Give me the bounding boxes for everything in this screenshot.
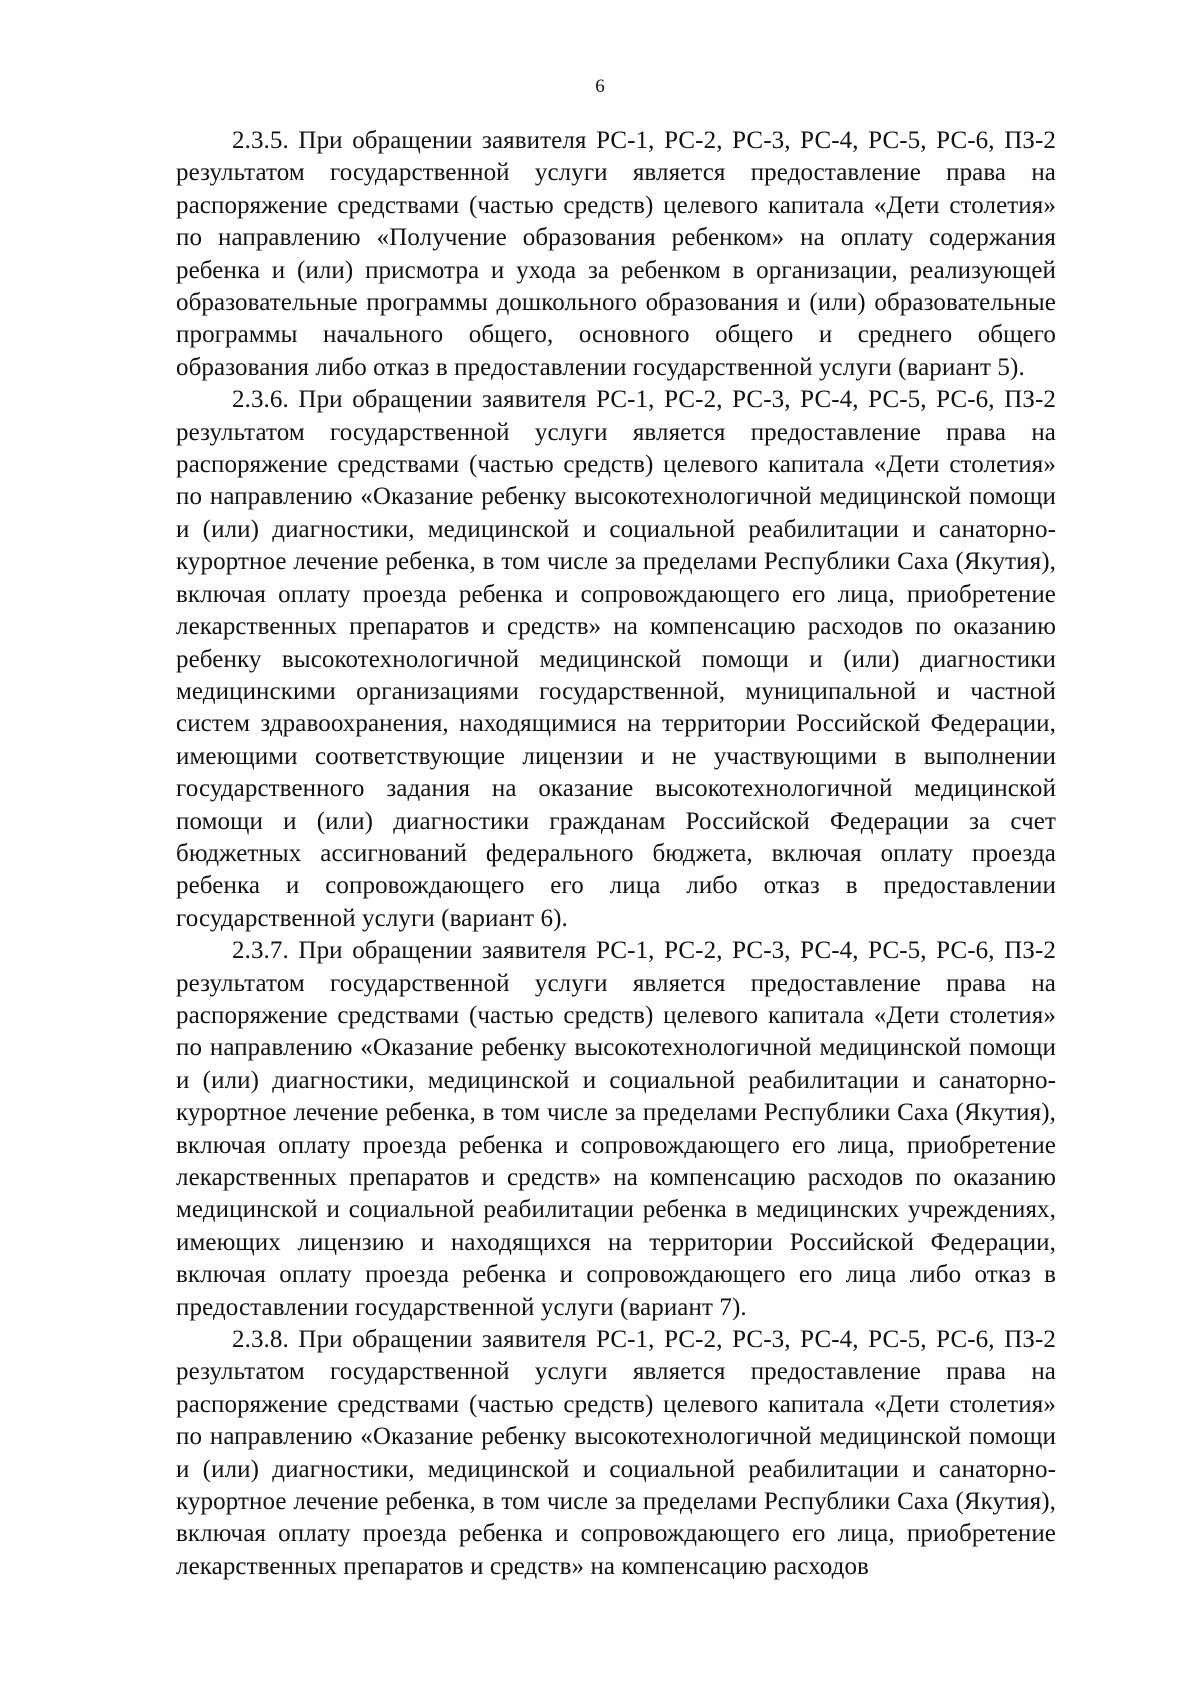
paragraph-2-3-6: 2.3.6. При обращении заявителя РС-1, РС-2, РС-3, РС-4, РС-5, РС-6, ПЗ-2 результатом государственной услуги является предоставление права на распоряжение средствами (частью средств) целевого капитала «Дети столетия» по направлению «Оказание ребенку высокотехнологичной медицинской помощи и (или) диагностики, медицинской и социальной реабилитации и санаторно-курортное лечение ребенка, в том числе за пределами Республики Саха (Якутия), включая оплату проезда ребенка и сопровождающего его лица, приобретение лекарственных препаратов и средств» на компенсацию расходов по оказанию ребенку высокотехнологичной медицинской помощи и (или) диагностики медицинскими организациями государственной, муниципальной и частной систем здравоохранения, находящимися на территории Российской Федерации, имеющими соответствующие лицензии и не участвующими в выполнении государственного задания на оказание высокотехнологичной медицинской помощи и (или) диагностики гражданам Российской Федерации за счет бюджетных ассигнований федерального бюджета, включая оплату проезда ребенка и сопровождающего его лица либо отказ в предоставлении государственной услуги (вариант 6). xyxy=(176,386,1056,932)
document-body xyxy=(176,125,1056,1583)
page-number: 6 xyxy=(595,76,605,97)
paragraph-2-3-8: 2.3.8. При обращении заявителя РС-1, РС-2, РС-3, РС-4, РС-5, РС-6, ПЗ-2 результатом государственной услуги является предоставление права на распоряжение средствами (частью средств) целевого капитала «Дети столетия» по направлению «Оказание ребенку высокотехнологичной медицинской помощи и (или) диагностики, медицинской и социальной реабилитации и санаторно-курортное лечение ребенка, в том числе за пределами Республики Саха (Якутия), включая оплату проезда ребенка и сопровождающего его лица, приобретение лекарственных препаратов и средств» на компенсацию расходов xyxy=(176,1326,1056,1580)
paragraph-2-3-7: 2.3.7. При обращении заявителя РС-1, РС-2, РС-3, РС-4, РС-5, РС-6, ПЗ-2 результатом государственной услуги является предоставление права на распоряжение средствами (частью средств) целевого капитала «Дети столетия» по направлению «Оказание ребенку высокотехнологичной медицинской помощи и (или) диагностики, медицинской и социальной реабилитации и санаторно-курортное лечение ребенка, в том числе за пределами Республики Саха (Якутия), включая оплату проезда ребенка и сопровождающего его лица, приобретение лекарственных препаратов и средств» на компенсацию расходов по оказанию медицинской и социальной реабилитации ребенка в медицинских учреждениях, имеющих лицензию и находящихся на территории Российской Федерации, включая оплату проезда ребенка и сопровождающего его лица либо отказ в предоставлении государственной услуги (вариант 7). xyxy=(176,937,1056,1321)
paragraph-2-3-5: 2.3.5. При обращении заявителя РС-1, РС-2, РС-3, РС-4, РС-5, РС-6, ПЗ-2 результатом государственной услуги является предоставление права на распоряжение средствами (частью средств) целевого капитала «Дети столетия» по направлению «Получение образования ребенком» на оплату содержания ребенка и (или) присмотра и ухода за ребенком в организации, реализующей образовательные программы дошкольного образования и (или) образовательные программы начального общего, основного общего и среднего общего образования либо отказ в предоставлении государственной услуги (вариант 5). xyxy=(176,127,1056,381)
